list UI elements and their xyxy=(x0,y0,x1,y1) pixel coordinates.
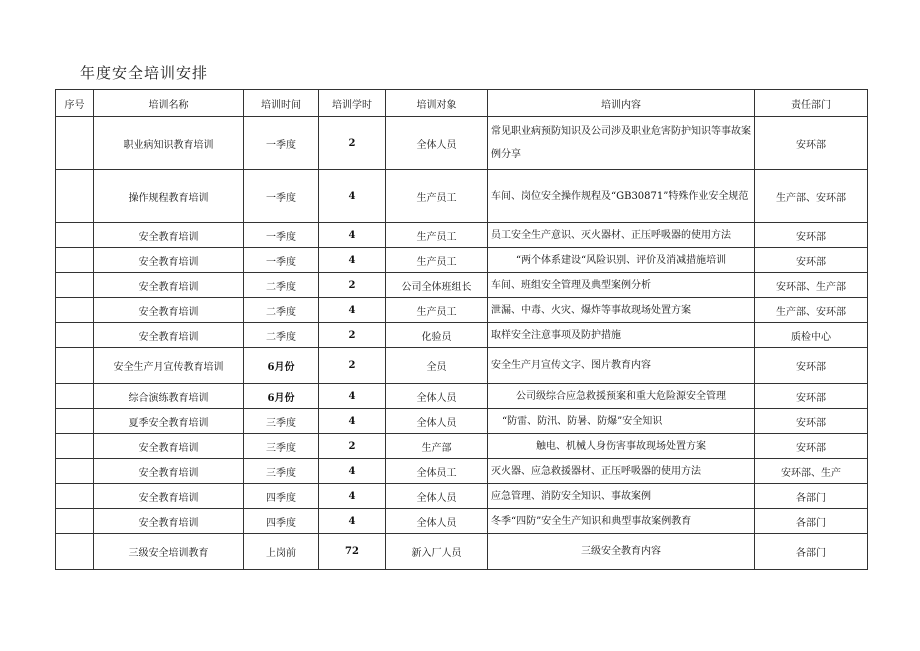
cell-time: 四季度 xyxy=(244,509,319,534)
cell-dept: 安环部 xyxy=(755,248,868,273)
cell-hours: 4 xyxy=(319,509,386,534)
cell-no xyxy=(56,117,94,170)
cell-name: 安全生产月宣传教育培训 xyxy=(94,348,244,384)
cell-target: 生产员工 xyxy=(386,248,488,273)
cell-no xyxy=(56,223,94,248)
cell-target: 全体员工 xyxy=(386,459,488,484)
cell-name: 安全教育培训 xyxy=(94,434,244,459)
table-row xyxy=(56,273,868,298)
cell-content: 车间、班组安全管理及典型案例分析 xyxy=(488,273,755,298)
cell-no xyxy=(56,484,94,509)
cell-content: 安全生产月宣传文字、图片教育内容 xyxy=(488,348,755,384)
training-schedule-table xyxy=(55,89,868,570)
cell-dept: 安环部 xyxy=(755,223,868,248)
header-no: 序号 xyxy=(56,90,94,117)
cell-name: 安全教育培训 xyxy=(94,484,244,509)
header-target: 培训对象 xyxy=(386,90,488,117)
cell-name: 职业病知识教育培训 xyxy=(94,117,244,170)
cell-hours: 4 xyxy=(319,484,386,509)
cell-target: 生产员工 xyxy=(386,170,488,223)
cell-dept: 生产部、安环部 xyxy=(755,170,868,223)
cell-content: 员工安全生产意识、灭火器材、正压呼吸器的使用方法 xyxy=(488,223,755,248)
cell-dept: 生产部、安环部 xyxy=(755,298,868,323)
table-row xyxy=(56,248,868,273)
cell-dept: 各部门 xyxy=(755,484,868,509)
cell-content: 灭火器、应急救援器材、正压呼吸器的使用方法 xyxy=(488,459,755,484)
cell-hours: 4 xyxy=(319,248,386,273)
cell-hours: 2 xyxy=(319,348,386,384)
cell-no xyxy=(56,273,94,298)
cell-no xyxy=(56,298,94,323)
cell-name: 安全教育培训 xyxy=(94,298,244,323)
cell-target: 全体人员 xyxy=(386,384,488,409)
cell-no xyxy=(56,509,94,534)
cell-no xyxy=(56,434,94,459)
cell-time: 三季度 xyxy=(244,459,319,484)
cell-name: 安全教育培训 xyxy=(94,509,244,534)
cell-content: 应急管理、消防安全知识、事故案例 xyxy=(488,484,755,509)
cell-time: 一季度 xyxy=(244,248,319,273)
table-row xyxy=(56,534,868,570)
cell-target: 生产员工 xyxy=(386,298,488,323)
cell-name: 操作规程教育培训 xyxy=(94,170,244,223)
cell-dept: 安环部 xyxy=(755,434,868,459)
cell-time: 三季度 xyxy=(244,409,319,434)
cell-name: 三级安全培训教育 xyxy=(94,534,244,570)
header-content: 培训内容 xyxy=(488,90,755,117)
cell-no xyxy=(56,534,94,570)
table-header-row xyxy=(56,90,868,117)
cell-target: 全体人员 xyxy=(386,509,488,534)
cell-content: “防雷、防汛、防暑、防爆”安全知识 xyxy=(488,409,755,434)
cell-content: 公司级综合应急救援预案和重大危险源安全管理 xyxy=(488,384,755,409)
cell-time: 一季度 xyxy=(244,117,319,170)
cell-dept: 质检中心 xyxy=(755,323,868,348)
cell-hours: 4 xyxy=(319,298,386,323)
table-row xyxy=(56,298,868,323)
cell-hours: 72 xyxy=(319,534,386,570)
cell-name: 夏季安全教育培训 xyxy=(94,409,244,434)
cell-time: 四季度 xyxy=(244,484,319,509)
table-row xyxy=(56,509,868,534)
cell-hours: 4 xyxy=(319,170,386,223)
cell-content: 三级安全教育内容 xyxy=(488,534,755,570)
cell-content: 触电、机械人身伤害事故现场处置方案 xyxy=(488,434,755,459)
cell-name: 安全教育培训 xyxy=(94,273,244,298)
cell-hours: 2 xyxy=(319,434,386,459)
cell-time: 一季度 xyxy=(244,170,319,223)
header-time: 培训时间 xyxy=(244,90,319,117)
cell-name: 安全教育培训 xyxy=(94,323,244,348)
cell-dept: 安环部 xyxy=(755,117,868,170)
cell-time: 二季度 xyxy=(244,273,319,298)
cell-name: 安全教育培训 xyxy=(94,459,244,484)
cell-target: 新入厂人员 xyxy=(386,534,488,570)
cell-target: 全体人员 xyxy=(386,117,488,170)
cell-time: 6月份 xyxy=(244,348,319,384)
table-row xyxy=(56,348,868,384)
cell-content: 常见职业病预防知识及公司涉及职业危害防护知识等事故案例分享 xyxy=(488,117,755,170)
cell-hours: 4 xyxy=(319,459,386,484)
cell-dept: 各部门 xyxy=(755,534,868,570)
cell-target: 生产员工 xyxy=(386,223,488,248)
cell-hours: 4 xyxy=(319,384,386,409)
table-row xyxy=(56,409,868,434)
cell-dept: 安环部 xyxy=(755,348,868,384)
cell-content: 泄漏、中毒、火灾、爆炸等事故现场处置方案 xyxy=(488,298,755,323)
cell-target: 公司全体班组长 xyxy=(386,273,488,298)
cell-dept: 各部门 xyxy=(755,509,868,534)
table-row xyxy=(56,117,868,170)
table-row xyxy=(56,384,868,409)
table-row xyxy=(56,170,868,223)
cell-time: 二季度 xyxy=(244,298,319,323)
cell-name: 安全教育培训 xyxy=(94,223,244,248)
cell-time: 6月份 xyxy=(244,384,319,409)
header-name: 培训名称 xyxy=(94,90,244,117)
cell-target: 化验员 xyxy=(386,323,488,348)
cell-dept: 安环部、生产部 xyxy=(755,273,868,298)
cell-name: 综合演练教育培训 xyxy=(94,384,244,409)
page-title: 年度安全培训安排 xyxy=(80,64,209,82)
header-dept: 责任部门 xyxy=(755,90,868,117)
cell-dept: 安环部 xyxy=(755,409,868,434)
cell-target: 生产部 xyxy=(386,434,488,459)
cell-content: 取样安全注意事项及防护措施 xyxy=(488,323,755,348)
cell-no xyxy=(56,409,94,434)
table-row xyxy=(56,434,868,459)
cell-target: 全体人员 xyxy=(386,409,488,434)
cell-time: 三季度 xyxy=(244,434,319,459)
cell-no xyxy=(56,459,94,484)
cell-content: 车间、岗位安全操作规程及“GB30871”特殊作业安全规范 xyxy=(488,170,755,223)
cell-target: 全体人员 xyxy=(386,484,488,509)
table-row xyxy=(56,459,868,484)
cell-content: “两个体系建设“风险识别、评价及消减措施培训 xyxy=(488,248,755,273)
cell-time: 二季度 xyxy=(244,323,319,348)
cell-no xyxy=(56,323,94,348)
table-row xyxy=(56,484,868,509)
header-hours: 培训学时 xyxy=(319,90,386,117)
cell-hours: 2 xyxy=(319,117,386,170)
cell-hours: 2 xyxy=(319,323,386,348)
cell-hours: 4 xyxy=(319,223,386,248)
cell-no xyxy=(56,348,94,384)
cell-dept: 安环部、生产 xyxy=(755,459,868,484)
cell-time: 上岗前 xyxy=(244,534,319,570)
cell-target: 全员 xyxy=(386,348,488,384)
cell-dept: 安环部 xyxy=(755,384,868,409)
cell-no xyxy=(56,170,94,223)
cell-name: 安全教育培训 xyxy=(94,248,244,273)
table-row xyxy=(56,223,868,248)
cell-no xyxy=(56,384,94,409)
cell-no xyxy=(56,248,94,273)
cell-content: 冬季“四防”安全生产知识和典型事故案例教育 xyxy=(488,509,755,534)
cell-hours: 4 xyxy=(319,409,386,434)
cell-time: 一季度 xyxy=(244,223,319,248)
table-row xyxy=(56,323,868,348)
cell-hours: 2 xyxy=(319,273,386,298)
